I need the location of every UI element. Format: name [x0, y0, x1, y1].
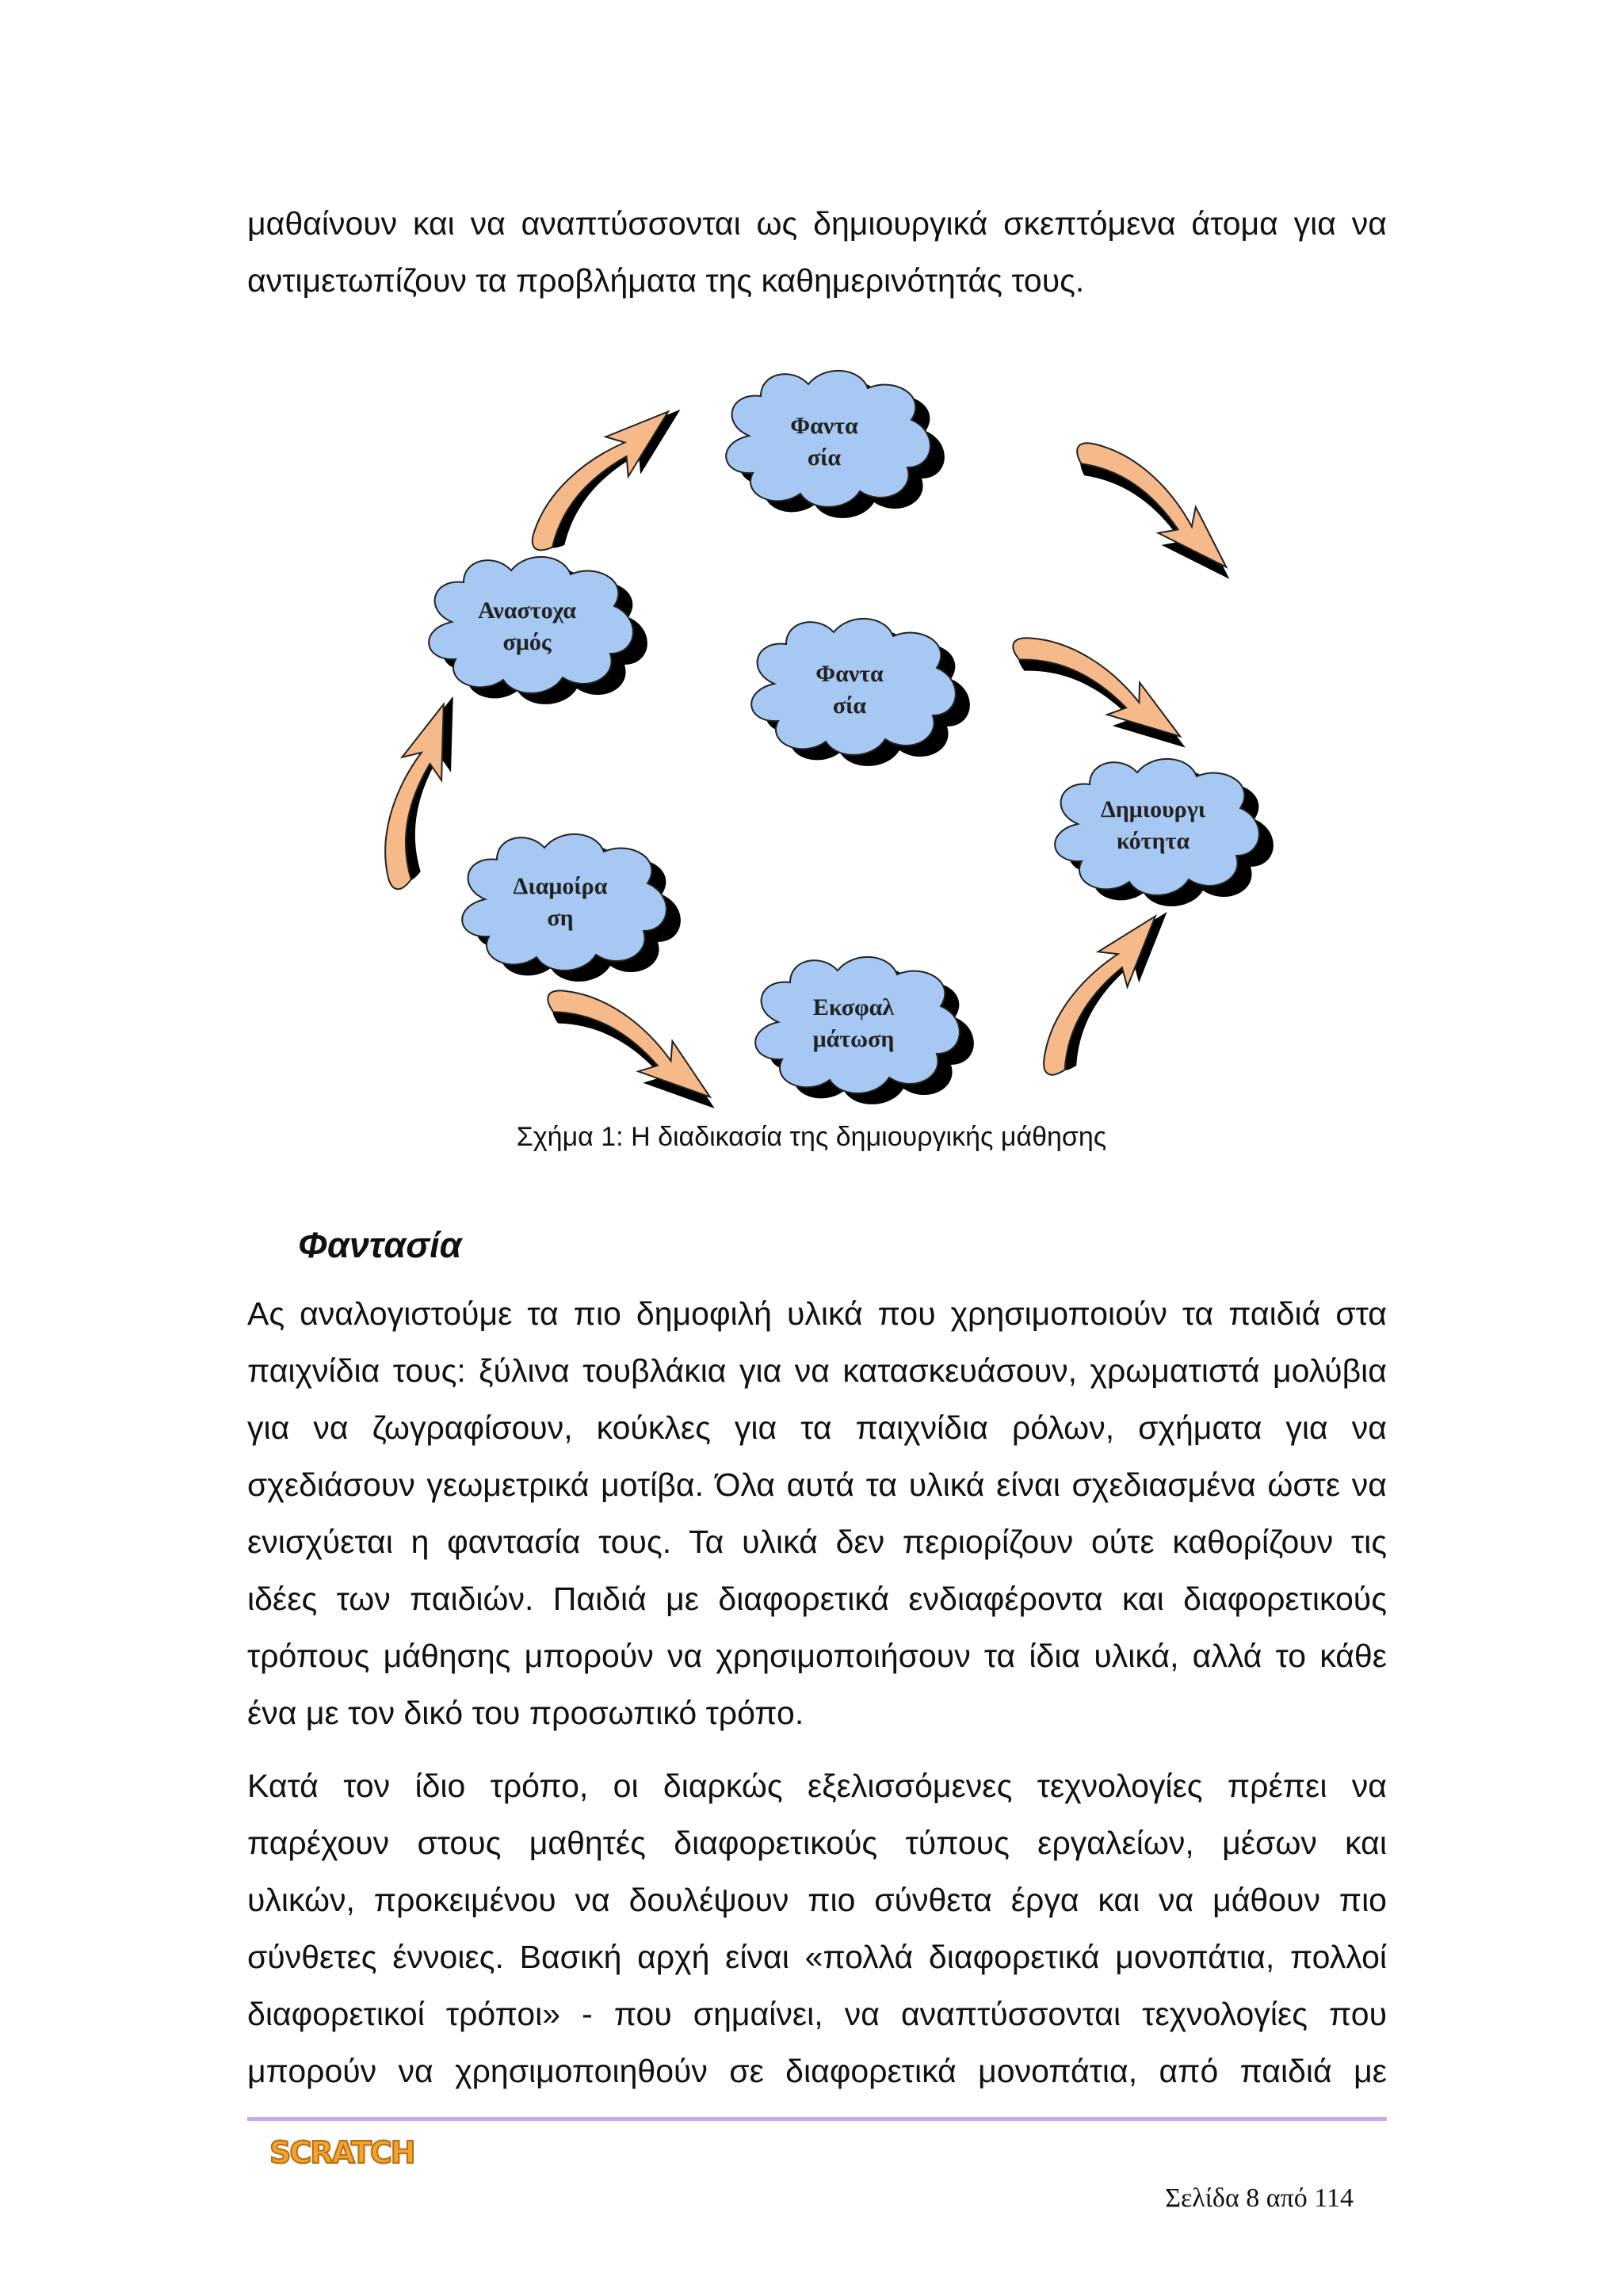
cloud-label-line2: κότητα: [1116, 828, 1190, 854]
paragraph1-line-5: ενισχύεται η φαντασία τους. Τα υλικά δεν περιορίζουν ούτε καθορίζουν τις: [247, 1524, 1387, 1560]
cloud-node-sharing: [462, 834, 681, 982]
creative-learning-diagram: [0, 0, 1623, 1125]
paragraph1-line-7: τρόπους μάθησης μπορούν να χρησιμοποιήσουν τα ίδια υλικά, αλλά το κάθε: [247, 1638, 1387, 1674]
paragraph2-line-3: υλικών, προκειμένου να δουλέψουν πιο σύνθετα έργα και να μάθουν πιο: [247, 1882, 1387, 1918]
section-title: Φαντασία: [298, 1225, 462, 1265]
cloud-label-line2: ση: [547, 905, 574, 931]
paragraph1-line-3: για να ζωγραφίσουν, κούκλες για τα παιχνίδια ρόλων, σχήματα για να: [247, 1409, 1387, 1446]
figure-caption: Σχήμα 1: Η διαδικασία της δημιουργικής μάθησης: [516, 1122, 1107, 1152]
paragraph1-line-8: ένα με τον δικό του προσωπικό τρόπο.: [247, 1695, 804, 1731]
paragraph1-line-1: Ας αναλογιστούμε τα πιο δημοφιλή υλικά που χρησιμοποιούν τα παιδιά στα: [247, 1295, 1387, 1332]
paragraph1-line-2: παιχνίδια τους: ξύλινα τουβλάκια για να κατασκευάσουν, χρωματιστά μολύβια: [247, 1352, 1387, 1389]
paragraph2-line-5: διαφορετικοί τρόποι» - που σημαίνει, να αναπτύσσονται τεχνολογίες που: [247, 1996, 1387, 2032]
paragraph2-line-2: παρέχουν στους μαθητές διαφορετικούς τύπους εργαλείων, μέσων και: [247, 1825, 1387, 1861]
cloud-label-line1: Διαμοίρα: [513, 873, 608, 899]
footer-divider: [247, 2117, 1387, 2121]
paragraph2-line-4: σύνθετες έννοιες. Βασική αρχή είναι «πολλά διαφορετικά μονοπάτια, πολλοί: [247, 1939, 1387, 1975]
intro-line-2: αντιμετωπίζουν τα προβλήματα της καθημερινότητάς τους.: [247, 262, 1085, 299]
arrow-top-right: [1060, 430, 1254, 588]
cloud-label-line1: Εκσφαλ: [812, 994, 895, 1020]
paragraph2-line-1: Κατά τον ίδιο τρόπο, οι διαρκώς εξελισσόμενες τεχνολογίες πρέπει να: [247, 1768, 1387, 1804]
cloud-node-creativity: [1055, 759, 1274, 906]
cloud-label-line2: σία: [832, 692, 867, 719]
cloud-label-line1: Φαντα: [815, 661, 884, 687]
scratch-logo-text: SCRATCH: [269, 2135, 414, 2170]
cloud-label-line2: σμός: [502, 629, 552, 655]
cloud-label-line2: σία: [807, 444, 842, 471]
scratch-logo: [266, 2128, 414, 2172]
cloud-node-debugging: [755, 957, 974, 1104]
cloud-node-fantasia-top: [726, 371, 945, 518]
cloud-label-line1: Φαντα: [790, 413, 858, 439]
page-number: Σελίδα 8 από 114: [1165, 2183, 1354, 2213]
arrow-middle-right: [999, 625, 1203, 757]
cloud-node-fantasia-center: [751, 619, 970, 766]
arrow-bottom-right: [1031, 891, 1177, 1091]
paragraph2-line-6: μπορούν να χρησιμοποιηθούν σε διαφορετικά μονοπάτια, από παιδιά με: [247, 2053, 1387, 2089]
cloud-node-reflection: [429, 557, 647, 704]
arrow-left: [377, 689, 464, 895]
paragraph1-line-4: σχεδιάσουν γεωμετρικά μοτίβα. Όλα αυτά τα υλικά είναι σχεδιασμένα ώστε να: [247, 1466, 1387, 1503]
cloud-label-line2: μάτωση: [812, 1026, 895, 1052]
cloud-label-line1: Αναστοχα: [477, 597, 577, 624]
paragraph1-line-6: ιδέες των παιδιών. Παιδιά με διαφορετικά ενδιαφέροντα και διαφορετικούς: [247, 1581, 1387, 1617]
arrow-top-left: [520, 383, 689, 570]
arrow-bottom-left: [533, 978, 735, 1118]
intro-line-1: μαθαίνουν και να αναπτύσσονται ως δημιουργικά σκεπτόμενα άτομα για να: [247, 205, 1387, 242]
cloud-label-line1: Δημιουργι: [1100, 796, 1206, 822]
